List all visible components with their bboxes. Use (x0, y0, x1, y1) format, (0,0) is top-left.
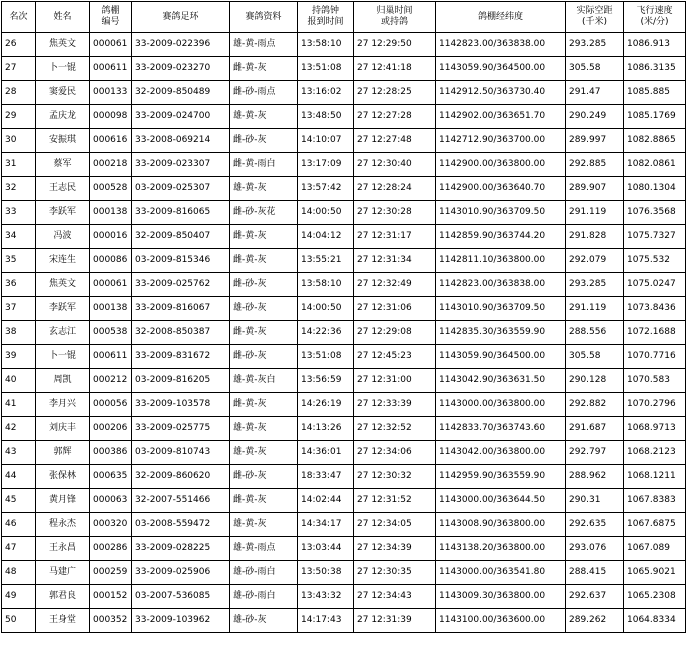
cell-clock-time: 13:56:59 (298, 369, 354, 393)
cell-coords: 1143100.00/363600.00 (436, 609, 566, 633)
cell-coords: 1143000.00/363541.80 (436, 561, 566, 585)
cell-return-time: 27 12:28:24 (354, 177, 436, 201)
cell-rank: 30 (2, 129, 36, 153)
cell-return-time: 27 12:30:35 (354, 561, 436, 585)
table-row (2, 129, 686, 153)
cell-clock-time: 13:16:02 (298, 81, 354, 105)
cell-speed: 1085.885 (624, 81, 686, 105)
table-body (2, 33, 686, 633)
cell-loft-no: 000063 (90, 489, 132, 513)
cell-distance: 292.885 (566, 153, 624, 177)
cell-ring: 32-2009-850489 (132, 81, 230, 105)
cell-speed: 1067.8383 (624, 489, 686, 513)
cell-name: 周凯 (36, 369, 90, 393)
table-row (2, 513, 686, 537)
cell-ring: 32-2009-860620 (132, 465, 230, 489)
cell-loft-no: 000212 (90, 369, 132, 393)
cell-coords: 1142823.00/363838.00 (436, 33, 566, 57)
cell-speed: 1075.7327 (624, 225, 686, 249)
cell-clock-time: 13:17:09 (298, 153, 354, 177)
cell-clock-time: 13:57:42 (298, 177, 354, 201)
cell-rank: 48 (2, 561, 36, 585)
cell-speed: 1068.1211 (624, 465, 686, 489)
cell-speed: 1065.2308 (624, 585, 686, 609)
cell-loft-no: 000218 (90, 153, 132, 177)
cell-loft-no: 000616 (90, 129, 132, 153)
cell-info: 雌-砂-灰 (230, 129, 298, 153)
cell-ring: 03-2007-536085 (132, 585, 230, 609)
cell-ring: 03-2008-559472 (132, 513, 230, 537)
cell-coords: 1143000.00/363800.00 (436, 393, 566, 417)
cell-distance: 289.262 (566, 609, 624, 633)
cell-coords: 1143042.90/363631.50 (436, 369, 566, 393)
table-row (2, 225, 686, 249)
cell-speed: 1080.1304 (624, 177, 686, 201)
table-row (2, 561, 686, 585)
cell-ring: 33-2009-028225 (132, 537, 230, 561)
cell-return-time: 27 12:34:05 (354, 513, 436, 537)
cell-loft-no: 000138 (90, 297, 132, 321)
cell-speed: 1085.1769 (624, 105, 686, 129)
header-coords: 鸽棚经纬度 (436, 2, 566, 33)
cell-loft-no: 000152 (90, 585, 132, 609)
cell-ring: 33-2009-025762 (132, 273, 230, 297)
cell-clock-time: 14:26:19 (298, 393, 354, 417)
cell-speed: 1073.8436 (624, 297, 686, 321)
cell-rank: 49 (2, 585, 36, 609)
cell-rank: 36 (2, 273, 36, 297)
cell-ring: 33-2009-025775 (132, 417, 230, 441)
cell-ring: 32-2007-551466 (132, 489, 230, 513)
cell-distance: 292.637 (566, 585, 624, 609)
cell-info: 雌-砂-灰 (230, 345, 298, 369)
table-row (2, 201, 686, 225)
cell-speed: 1070.583 (624, 369, 686, 393)
table-row (2, 33, 686, 57)
cell-distance: 293.285 (566, 33, 624, 57)
cell-name: 王身堂 (36, 609, 90, 633)
cell-name: 安振琪 (36, 129, 90, 153)
cell-speed: 1068.9713 (624, 417, 686, 441)
cell-loft-no: 000320 (90, 513, 132, 537)
table-row (2, 273, 686, 297)
cell-distance: 288.556 (566, 321, 624, 345)
cell-ring: 33-2008-069214 (132, 129, 230, 153)
cell-info: 雌-黄-灰 (230, 321, 298, 345)
cell-rank: 35 (2, 249, 36, 273)
header-clock-time: 持鸽钟 报到时间 (298, 2, 354, 33)
cell-return-time: 27 12:31:39 (354, 609, 436, 633)
cell-distance: 290.249 (566, 105, 624, 129)
cell-name: 李跃军 (36, 201, 90, 225)
cell-info: 雌-黄-灰 (230, 57, 298, 81)
cell-clock-time: 14:02:44 (298, 489, 354, 513)
cell-clock-time: 13:48:50 (298, 105, 354, 129)
cell-name: 卜一锟 (36, 345, 90, 369)
cell-name: 窦爱民 (36, 81, 90, 105)
header-ring: 赛鸽足环 (132, 2, 230, 33)
cell-return-time: 27 12:45:23 (354, 345, 436, 369)
cell-return-time: 27 12:31:06 (354, 297, 436, 321)
cell-coords: 1142912.50/363730.40 (436, 81, 566, 105)
cell-ring: 33-2009-024700 (132, 105, 230, 129)
cell-coords: 1143042.00/363800.00 (436, 441, 566, 465)
cell-speed: 1068.2123 (624, 441, 686, 465)
cell-clock-time: 13:51:08 (298, 345, 354, 369)
cell-return-time: 27 12:28:25 (354, 81, 436, 105)
table-row (2, 321, 686, 345)
cell-ring: 33-2009-103578 (132, 393, 230, 417)
cell-name: 蔡军 (36, 153, 90, 177)
cell-info: 雌-砂-灰花 (230, 201, 298, 225)
header-return-time: 归巢时间 或持鸽 (354, 2, 436, 33)
cell-name: 冯波 (36, 225, 90, 249)
table-row (2, 105, 686, 129)
cell-return-time: 27 12:27:28 (354, 105, 436, 129)
cell-speed: 1076.3568 (624, 201, 686, 225)
header-row (2, 2, 686, 33)
cell-speed: 1064.8334 (624, 609, 686, 633)
cell-loft-no: 000611 (90, 57, 132, 81)
cell-loft-no: 000206 (90, 417, 132, 441)
header-distance: 实际空距 (千米) (566, 2, 624, 33)
cell-ring: 33-2009-816067 (132, 297, 230, 321)
cell-return-time: 27 12:34:43 (354, 585, 436, 609)
cell-loft-no: 000056 (90, 393, 132, 417)
cell-ring: 32-2009-850407 (132, 225, 230, 249)
cell-loft-no: 000086 (90, 249, 132, 273)
header-info: 赛鸽资料 (230, 2, 298, 33)
cell-clock-time: 14:00:50 (298, 297, 354, 321)
table-row (2, 153, 686, 177)
cell-ring: 33-2009-023270 (132, 57, 230, 81)
cell-return-time: 27 12:31:17 (354, 225, 436, 249)
cell-return-time: 27 12:41:18 (354, 57, 436, 81)
cell-info: 雌-黄-灰 (230, 489, 298, 513)
cell-name: 王永昌 (36, 537, 90, 561)
cell-info: 雄-黄-灰 (230, 105, 298, 129)
cell-return-time: 27 12:27:48 (354, 129, 436, 153)
cell-rank: 43 (2, 441, 36, 465)
cell-coords: 1143059.90/364500.00 (436, 345, 566, 369)
cell-rank: 27 (2, 57, 36, 81)
cell-info: 雌-黄-灰 (230, 249, 298, 273)
cell-return-time: 27 12:30:40 (354, 153, 436, 177)
cell-info: 雄-黄-灰 (230, 417, 298, 441)
cell-ring: 03-2009-815346 (132, 249, 230, 273)
cell-speed: 1067.6875 (624, 513, 686, 537)
cell-distance: 292.797 (566, 441, 624, 465)
table-row (2, 57, 686, 81)
cell-speed: 1082.8865 (624, 129, 686, 153)
cell-info: 雄-砂-灰 (230, 609, 298, 633)
cell-return-time: 27 12:29:50 (354, 33, 436, 57)
cell-info: 雄-黄-灰 (230, 177, 298, 201)
cell-coords: 1142811.10/363800.00 (436, 249, 566, 273)
cell-distance: 305.58 (566, 57, 624, 81)
cell-name: 焦英文 (36, 273, 90, 297)
cell-name: 孟庆龙 (36, 105, 90, 129)
cell-distance: 291.119 (566, 297, 624, 321)
cell-clock-time: 13:03:44 (298, 537, 354, 561)
cell-loft-no: 000098 (90, 105, 132, 129)
results-table (1, 1, 686, 633)
cell-name: 刘庆丰 (36, 417, 90, 441)
cell-coords: 1143138.20/363800.00 (436, 537, 566, 561)
cell-return-time: 27 12:33:39 (354, 393, 436, 417)
table-row (2, 369, 686, 393)
cell-rank: 47 (2, 537, 36, 561)
cell-coords: 1143010.90/363709.50 (436, 201, 566, 225)
cell-return-time: 27 12:32:49 (354, 273, 436, 297)
table-row (2, 81, 686, 105)
cell-speed: 1072.1688 (624, 321, 686, 345)
cell-ring: 03-2009-816205 (132, 369, 230, 393)
cell-distance: 291.119 (566, 201, 624, 225)
cell-coords: 1143009.30/363800.00 (436, 585, 566, 609)
cell-name: 李月兴 (36, 393, 90, 417)
cell-clock-time: 18:33:47 (298, 465, 354, 489)
cell-coords: 1143010.90/363709.50 (436, 297, 566, 321)
cell-coords: 1142900.00/363800.00 (436, 153, 566, 177)
cell-speed: 1086.3135 (624, 57, 686, 81)
cell-rank: 44 (2, 465, 36, 489)
cell-clock-time: 14:36:01 (298, 441, 354, 465)
cell-distance: 293.285 (566, 273, 624, 297)
cell-info: 雌-砂-灰 (230, 273, 298, 297)
cell-ring: 33-2009-816065 (132, 201, 230, 225)
cell-ring: 32-2008-850387 (132, 321, 230, 345)
cell-name: 郭君良 (36, 585, 90, 609)
cell-speed: 1067.089 (624, 537, 686, 561)
cell-return-time: 27 12:31:00 (354, 369, 436, 393)
cell-rank: 34 (2, 225, 36, 249)
table-row (2, 609, 686, 633)
cell-rank: 46 (2, 513, 36, 537)
cell-loft-no: 000635 (90, 465, 132, 489)
cell-clock-time: 13:58:10 (298, 273, 354, 297)
table-row (2, 249, 686, 273)
cell-clock-time: 14:10:07 (298, 129, 354, 153)
cell-ring: 33-2009-831672 (132, 345, 230, 369)
cell-return-time: 27 12:32:52 (354, 417, 436, 441)
cell-name: 卜一锟 (36, 57, 90, 81)
cell-rank: 39 (2, 345, 36, 369)
cell-info: 雄-黄-灰 (230, 441, 298, 465)
cell-distance: 290.128 (566, 369, 624, 393)
cell-coords: 1142959.90/363559.90 (436, 465, 566, 489)
cell-return-time: 27 12:34:06 (354, 441, 436, 465)
cell-distance: 289.997 (566, 129, 624, 153)
cell-name: 马建广 (36, 561, 90, 585)
cell-rank: 50 (2, 609, 36, 633)
cell-name: 玄志江 (36, 321, 90, 345)
cell-loft-no: 000538 (90, 321, 132, 345)
table-row (2, 417, 686, 441)
cell-clock-time: 13:50:38 (298, 561, 354, 585)
cell-clock-time: 14:34:17 (298, 513, 354, 537)
table-row (2, 177, 686, 201)
cell-coords: 1142833.70/363743.60 (436, 417, 566, 441)
cell-coords: 1143008.90/363800.00 (436, 513, 566, 537)
cell-clock-time: 14:22:36 (298, 321, 354, 345)
cell-loft-no: 000528 (90, 177, 132, 201)
cell-rank: 33 (2, 201, 36, 225)
cell-loft-no: 000611 (90, 345, 132, 369)
cell-return-time: 27 12:31:34 (354, 249, 436, 273)
cell-info: 雌-黄-灰 (230, 393, 298, 417)
cell-loft-no: 000259 (90, 561, 132, 585)
cell-ring: 33-2009-022396 (132, 33, 230, 57)
cell-distance: 291.687 (566, 417, 624, 441)
cell-info: 雄-黄-灰白 (230, 369, 298, 393)
cell-info: 雌-黄-雨白 (230, 153, 298, 177)
cell-return-time: 27 12:30:32 (354, 465, 436, 489)
table-row (2, 537, 686, 561)
header-speed: 飞行速度 (米/分) (624, 2, 686, 33)
cell-clock-time: 13:55:21 (298, 249, 354, 273)
cell-distance: 292.079 (566, 249, 624, 273)
cell-info: 雄-砂-灰 (230, 297, 298, 321)
cell-rank: 31 (2, 153, 36, 177)
cell-return-time: 27 12:31:52 (354, 489, 436, 513)
cell-return-time: 27 12:34:39 (354, 537, 436, 561)
cell-loft-no: 000286 (90, 537, 132, 561)
cell-info: 雄-砂-雨白 (230, 585, 298, 609)
cell-ring: 33-2009-023307 (132, 153, 230, 177)
cell-distance: 288.962 (566, 465, 624, 489)
cell-clock-time: 13:43:32 (298, 585, 354, 609)
cell-loft-no: 000016 (90, 225, 132, 249)
cell-rank: 32 (2, 177, 36, 201)
cell-info: 雄-黄-灰 (230, 513, 298, 537)
cell-rank: 42 (2, 417, 36, 441)
cell-distance: 293.076 (566, 537, 624, 561)
cell-name: 宋连生 (36, 249, 90, 273)
cell-info: 雄-黄-雨点 (230, 33, 298, 57)
cell-ring: 03-2009-810743 (132, 441, 230, 465)
cell-distance: 305.58 (566, 345, 624, 369)
table-row (2, 441, 686, 465)
header-rank: 名次 (2, 2, 36, 33)
cell-speed: 1082.0861 (624, 153, 686, 177)
cell-distance: 291.828 (566, 225, 624, 249)
cell-ring: 33-2009-103962 (132, 609, 230, 633)
cell-coords: 1142902.00/363651.70 (436, 105, 566, 129)
cell-rank: 37 (2, 297, 36, 321)
cell-distance: 292.635 (566, 513, 624, 537)
cell-coords: 1143059.90/364500.00 (436, 57, 566, 81)
cell-rank: 29 (2, 105, 36, 129)
cell-distance: 289.907 (566, 177, 624, 201)
table-row (2, 489, 686, 513)
cell-coords: 1142823.00/363838.00 (436, 273, 566, 297)
cell-coords: 1143000.00/363644.50 (436, 489, 566, 513)
cell-name: 李跃军 (36, 297, 90, 321)
cell-clock-time: 13:51:08 (298, 57, 354, 81)
cell-speed: 1070.2796 (624, 393, 686, 417)
cell-rank: 40 (2, 369, 36, 393)
cell-loft-no: 000061 (90, 273, 132, 297)
cell-loft-no: 000133 (90, 81, 132, 105)
table-row (2, 465, 686, 489)
cell-rank: 45 (2, 489, 36, 513)
cell-name: 王志民 (36, 177, 90, 201)
cell-rank: 28 (2, 81, 36, 105)
cell-info: 雌-黄-灰 (230, 225, 298, 249)
cell-return-time: 27 12:30:28 (354, 201, 436, 225)
cell-coords: 1142835.30/363559.90 (436, 321, 566, 345)
cell-loft-no: 000138 (90, 201, 132, 225)
cell-clock-time: 14:17:43 (298, 609, 354, 633)
cell-loft-no: 000352 (90, 609, 132, 633)
cell-info: 雄-黄-雨点 (230, 537, 298, 561)
cell-info: 雌-砂-灰 (230, 465, 298, 489)
table-row (2, 393, 686, 417)
cell-distance: 288.415 (566, 561, 624, 585)
cell-ring: 03-2009-025307 (132, 177, 230, 201)
cell-name: 郭辉 (36, 441, 90, 465)
cell-name: 张保林 (36, 465, 90, 489)
table-row (2, 297, 686, 321)
cell-coords: 1142900.00/363640.70 (436, 177, 566, 201)
table-row (2, 585, 686, 609)
cell-distance: 290.31 (566, 489, 624, 513)
cell-speed: 1065.9021 (624, 561, 686, 585)
cell-distance: 292.882 (566, 393, 624, 417)
cell-clock-time: 14:04:12 (298, 225, 354, 249)
cell-return-time: 27 12:29:08 (354, 321, 436, 345)
cell-name: 黄月锋 (36, 489, 90, 513)
cell-distance: 291.47 (566, 81, 624, 105)
header-name: 姓名 (36, 2, 90, 33)
header-loft-no: 鸽棚 编号 (90, 2, 132, 33)
cell-speed: 1070.7716 (624, 345, 686, 369)
cell-clock-time: 14:13:26 (298, 417, 354, 441)
cell-rank: 41 (2, 393, 36, 417)
cell-loft-no: 000061 (90, 33, 132, 57)
cell-info: 雄-砂-雨白 (230, 561, 298, 585)
table-row (2, 345, 686, 369)
cell-ring: 33-2009-025906 (132, 561, 230, 585)
cell-name: 焦英文 (36, 33, 90, 57)
cell-info: 雌-砂-雨点 (230, 81, 298, 105)
cell-coords: 1142859.90/363744.20 (436, 225, 566, 249)
cell-speed: 1075.0247 (624, 273, 686, 297)
cell-clock-time: 14:00:50 (298, 201, 354, 225)
cell-loft-no: 000386 (90, 441, 132, 465)
cell-clock-time: 13:58:10 (298, 33, 354, 57)
cell-name: 程永杰 (36, 513, 90, 537)
cell-coords: 1142712.90/363700.00 (436, 129, 566, 153)
cell-rank: 38 (2, 321, 36, 345)
cell-rank: 26 (2, 33, 36, 57)
cell-speed: 1086.913 (624, 33, 686, 57)
cell-speed: 1075.532 (624, 249, 686, 273)
